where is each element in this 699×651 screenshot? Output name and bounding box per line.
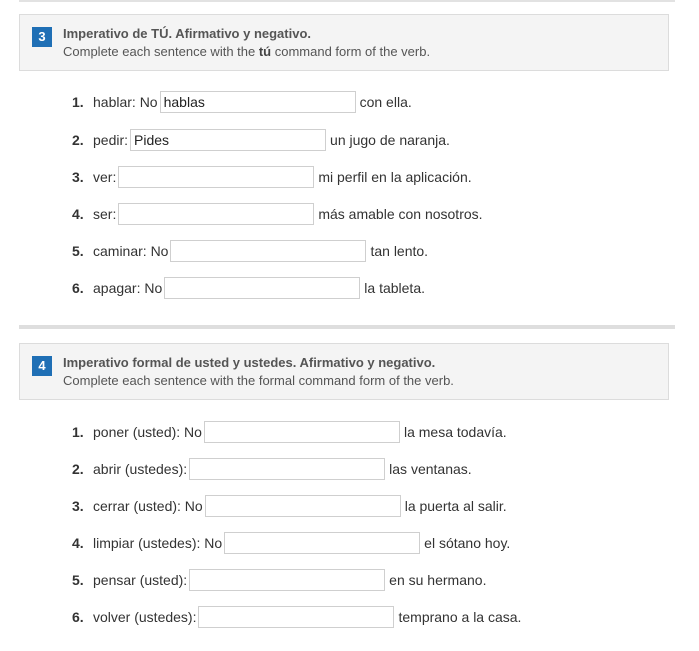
item-suffix: un jugo de naranja. (330, 132, 450, 148)
answer-input[interactable] (118, 166, 314, 188)
item-number: 4. (72, 535, 84, 551)
answer-input[interactable] (130, 129, 326, 151)
item-prompt: cerrar (usted): No (93, 498, 203, 514)
exercise-item (72, 421, 507, 443)
item-number: 3. (72, 169, 84, 185)
item-prompt: pensar (usted): (93, 572, 188, 588)
section-number-badge: 4 (32, 356, 52, 376)
section-3-header (19, 14, 669, 71)
item-number: 2. (72, 461, 84, 477)
item-suffix: más amable con nosotros. (318, 206, 483, 222)
exercise-item (72, 569, 486, 591)
section-4-header (19, 343, 669, 400)
section-divider (19, 325, 675, 329)
exercise-item (72, 277, 425, 299)
answer-input[interactable] (224, 532, 420, 554)
exercise-item (72, 91, 412, 113)
item-suffix: el sótano hoy. (424, 535, 511, 551)
exercise-item (72, 129, 450, 151)
section-number-badge: 3 (32, 27, 52, 47)
exercise-item (72, 606, 521, 628)
section-title: Imperativo de TÚ. Afirmativo y negativo. (63, 26, 312, 41)
answer-input[interactable] (198, 606, 394, 628)
item-number: 5. (72, 572, 84, 588)
item-number: 1. (72, 424, 84, 440)
item-number: 6. (72, 280, 84, 296)
item-prompt: ser: (93, 206, 117, 222)
exercise-item (72, 458, 472, 480)
item-prompt: pedir: (93, 132, 129, 148)
item-prompt: hablar: No (93, 94, 158, 110)
item-suffix: tan lento. (370, 243, 429, 259)
section-instruction: Complete each sentence with the formal command form of the verb. (63, 373, 454, 388)
answer-input[interactable] (170, 240, 366, 262)
item-suffix: la puerta al salir. (404, 498, 507, 514)
item-prompt: volver (ustedes): (93, 609, 197, 625)
top-divider (19, 0, 675, 2)
section-title: Imperativo formal de usted y ustedes. Afirmativo y negativo. (63, 355, 436, 370)
answer-input[interactable] (204, 421, 400, 443)
item-prompt: apagar: No (93, 280, 163, 296)
item-suffix: la mesa todavía. (403, 424, 507, 440)
item-number: 5. (72, 243, 84, 259)
answer-input[interactable] (164, 277, 360, 299)
exercise-item (72, 203, 483, 225)
item-suffix: temprano a la casa. (398, 609, 522, 625)
section-instruction: Complete each sentence with the tú command form of the verb. (63, 44, 431, 59)
item-prompt: limpiar (ustedes): No (93, 535, 223, 551)
answer-input[interactable] (118, 203, 314, 225)
item-prompt: abrir (ustedes): (93, 461, 188, 477)
answer-input[interactable] (205, 495, 401, 517)
item-number: 6. (72, 609, 84, 625)
exercise-item (72, 240, 428, 262)
item-suffix: las ventanas. (389, 461, 472, 477)
answer-input[interactable] (189, 569, 385, 591)
exercise-item (72, 166, 472, 188)
item-prompt: ver: (93, 169, 117, 185)
exercise-item (72, 532, 510, 554)
answer-input[interactable] (189, 458, 385, 480)
item-number: 2. (72, 132, 84, 148)
item-number: 1. (72, 94, 84, 110)
answer-input[interactable] (160, 91, 356, 113)
item-suffix: con ella. (359, 94, 412, 110)
item-prompt: poner (usted): No (93, 424, 202, 440)
item-prompt: caminar: No (93, 243, 169, 259)
item-suffix: la tableta. (364, 280, 425, 296)
item-suffix: en su hermano. (389, 572, 487, 588)
item-suffix: mi perfil en la aplicación. (318, 169, 472, 185)
item-number: 3. (72, 498, 84, 514)
item-number: 4. (72, 206, 84, 222)
exercise-item (72, 495, 507, 517)
